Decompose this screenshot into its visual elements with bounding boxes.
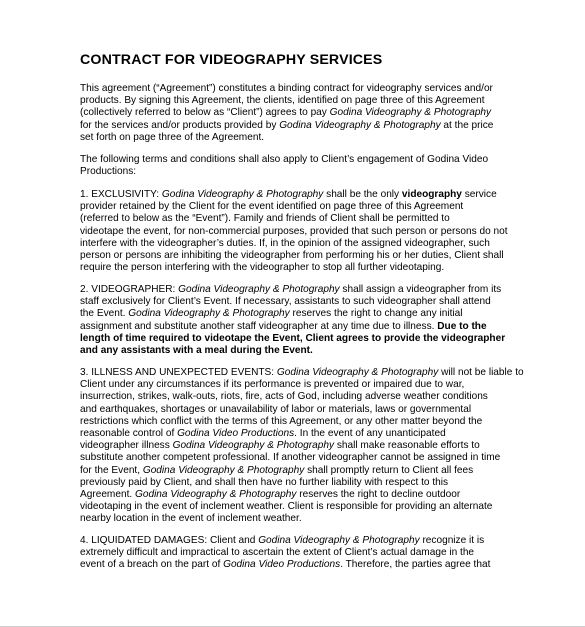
text-line: the Event. Godina Videography & Photography reserves the right to change any initial [80,308,463,320]
text-line: substitute another competent professional. If another videographer cannot be assigned in time [80,452,501,464]
text-line: restrictions which conflict with the terms of this Agreement, or any other matter beyond the [80,415,483,427]
section-heading: 4. LIQUIDATED DAMAGES: [80,535,210,546]
text-line: Productions: [80,166,137,178]
text-line: products. By signing this Agreement, the clients, identified on page three of this Agreement [80,95,485,107]
text-line: and any assistants with a meal during the Event. [80,345,313,357]
text-line: person or persons are inhibiting the videographer from performing his or her duties, Client shall [80,250,504,262]
section-liquidated-damages [80,535,520,572]
text-line: interfere with the videographer’s duties. If, in the opinion of the assigned videographer, such [80,237,490,249]
text-line: assignment and substitute another staff videographer at any time due to illness. Due to the [80,320,487,332]
text-line: for the services and/or products provided by Godina Videography & Photography at the price [80,119,494,131]
text-line: previously paid by Client, and shall then have no further liability with respect to this [80,476,449,488]
text-line: reasonable control of Godina Video Productions. In the event of any unanticipated [80,428,446,440]
section-illness [80,367,524,526]
text-line: This agreement (“Agreement”) constitutes a binding contract for videography services and/or [80,83,493,94]
text-line: 4. LIQUIDATED DAMAGES: Client and Godina Videography & Photography recognize it is [80,535,485,546]
section-exclusivity [80,189,520,274]
text-line: set forth on page three of the Agreement. [80,131,265,143]
section-heading: 3. ILLNESS AND UNEXPECTED EVENTS: [80,367,277,378]
text-line: staff exclusively for Client’s Event. If necessary, assistants to such videographer shall attend [80,296,491,308]
text-line: 1. EXCLUSIVITY: Godina Videography & Photography shall be the only videography service [80,189,497,200]
intro-paragraph [80,83,520,144]
text-line: videotaping in the event of inclement weather. Client is responsible for providing an alternate [80,501,493,513]
text-line: videographer illness Godina Videography & Photography shall make reasonable efforts to [80,440,480,452]
document-title: CONTRACT FOR VIDEOGRAPHY SERVICES [80,52,383,68]
text-line: videotape the event, for non-commercial purposes, provided that such person or persons do not [80,225,508,237]
text-line: nearby location in the event of inclement weather. [80,513,302,525]
text-line: 3. ILLNESS AND UNEXPECTED EVENTS: Godina Videography & Photography will not be liable to [80,367,524,378]
text-line: (collectively referred to below as “Client”) agrees to pay Godina Videography & Photography [80,107,492,119]
text-line: length of time required to videotape the Event, Client agrees to provide the videographer [80,332,506,344]
section-heading: 2. VIDEOGRAPHER: [80,284,179,295]
text-line: The following terms and conditions shall also apply to Client’s engagement of Godina Video [80,154,489,165]
text-line: 2. VIDEOGRAPHER: Godina Videography & Photography shall assign a videographer from its [80,284,502,295]
text-line: and earthquakes, shortages or unavailability of labor or materials, laws or governmental [80,403,472,415]
text-line: require the person interfering with the videographer to stop all further videotaping. [80,262,445,274]
section-videographer [80,284,520,357]
section-heading: 1. EXCLUSIVITY: [80,189,162,200]
text-line: for the Event, Godina Videography & Photography shall promptly return to Client all fees [80,464,474,476]
text-line: extremely difficult and impractical to ascertain the extent of Client’s actual damage in the [80,547,475,559]
text-line: event of a breach on the part of Godina Video Productions. Therefore, the parties agree that [80,559,491,571]
text-line: Client under any circumstances if its performance is prevented or impaired due to war, [80,379,465,391]
text-line: provider retained by the Client for the event identified on page three of this Agreement [80,201,464,213]
text-line: insurrection, strikes, walk-outs, riots, fire, acts of God, including adverse weather conditions [80,391,488,403]
text-line: Agreement. Godina Videography & Photography reserves the right to decline outdoor [80,489,461,501]
terms-intro-paragraph [80,154,520,178]
text-line: (referred to below as the “Event”). Family and friends of Client shall be permitted to [80,213,450,225]
